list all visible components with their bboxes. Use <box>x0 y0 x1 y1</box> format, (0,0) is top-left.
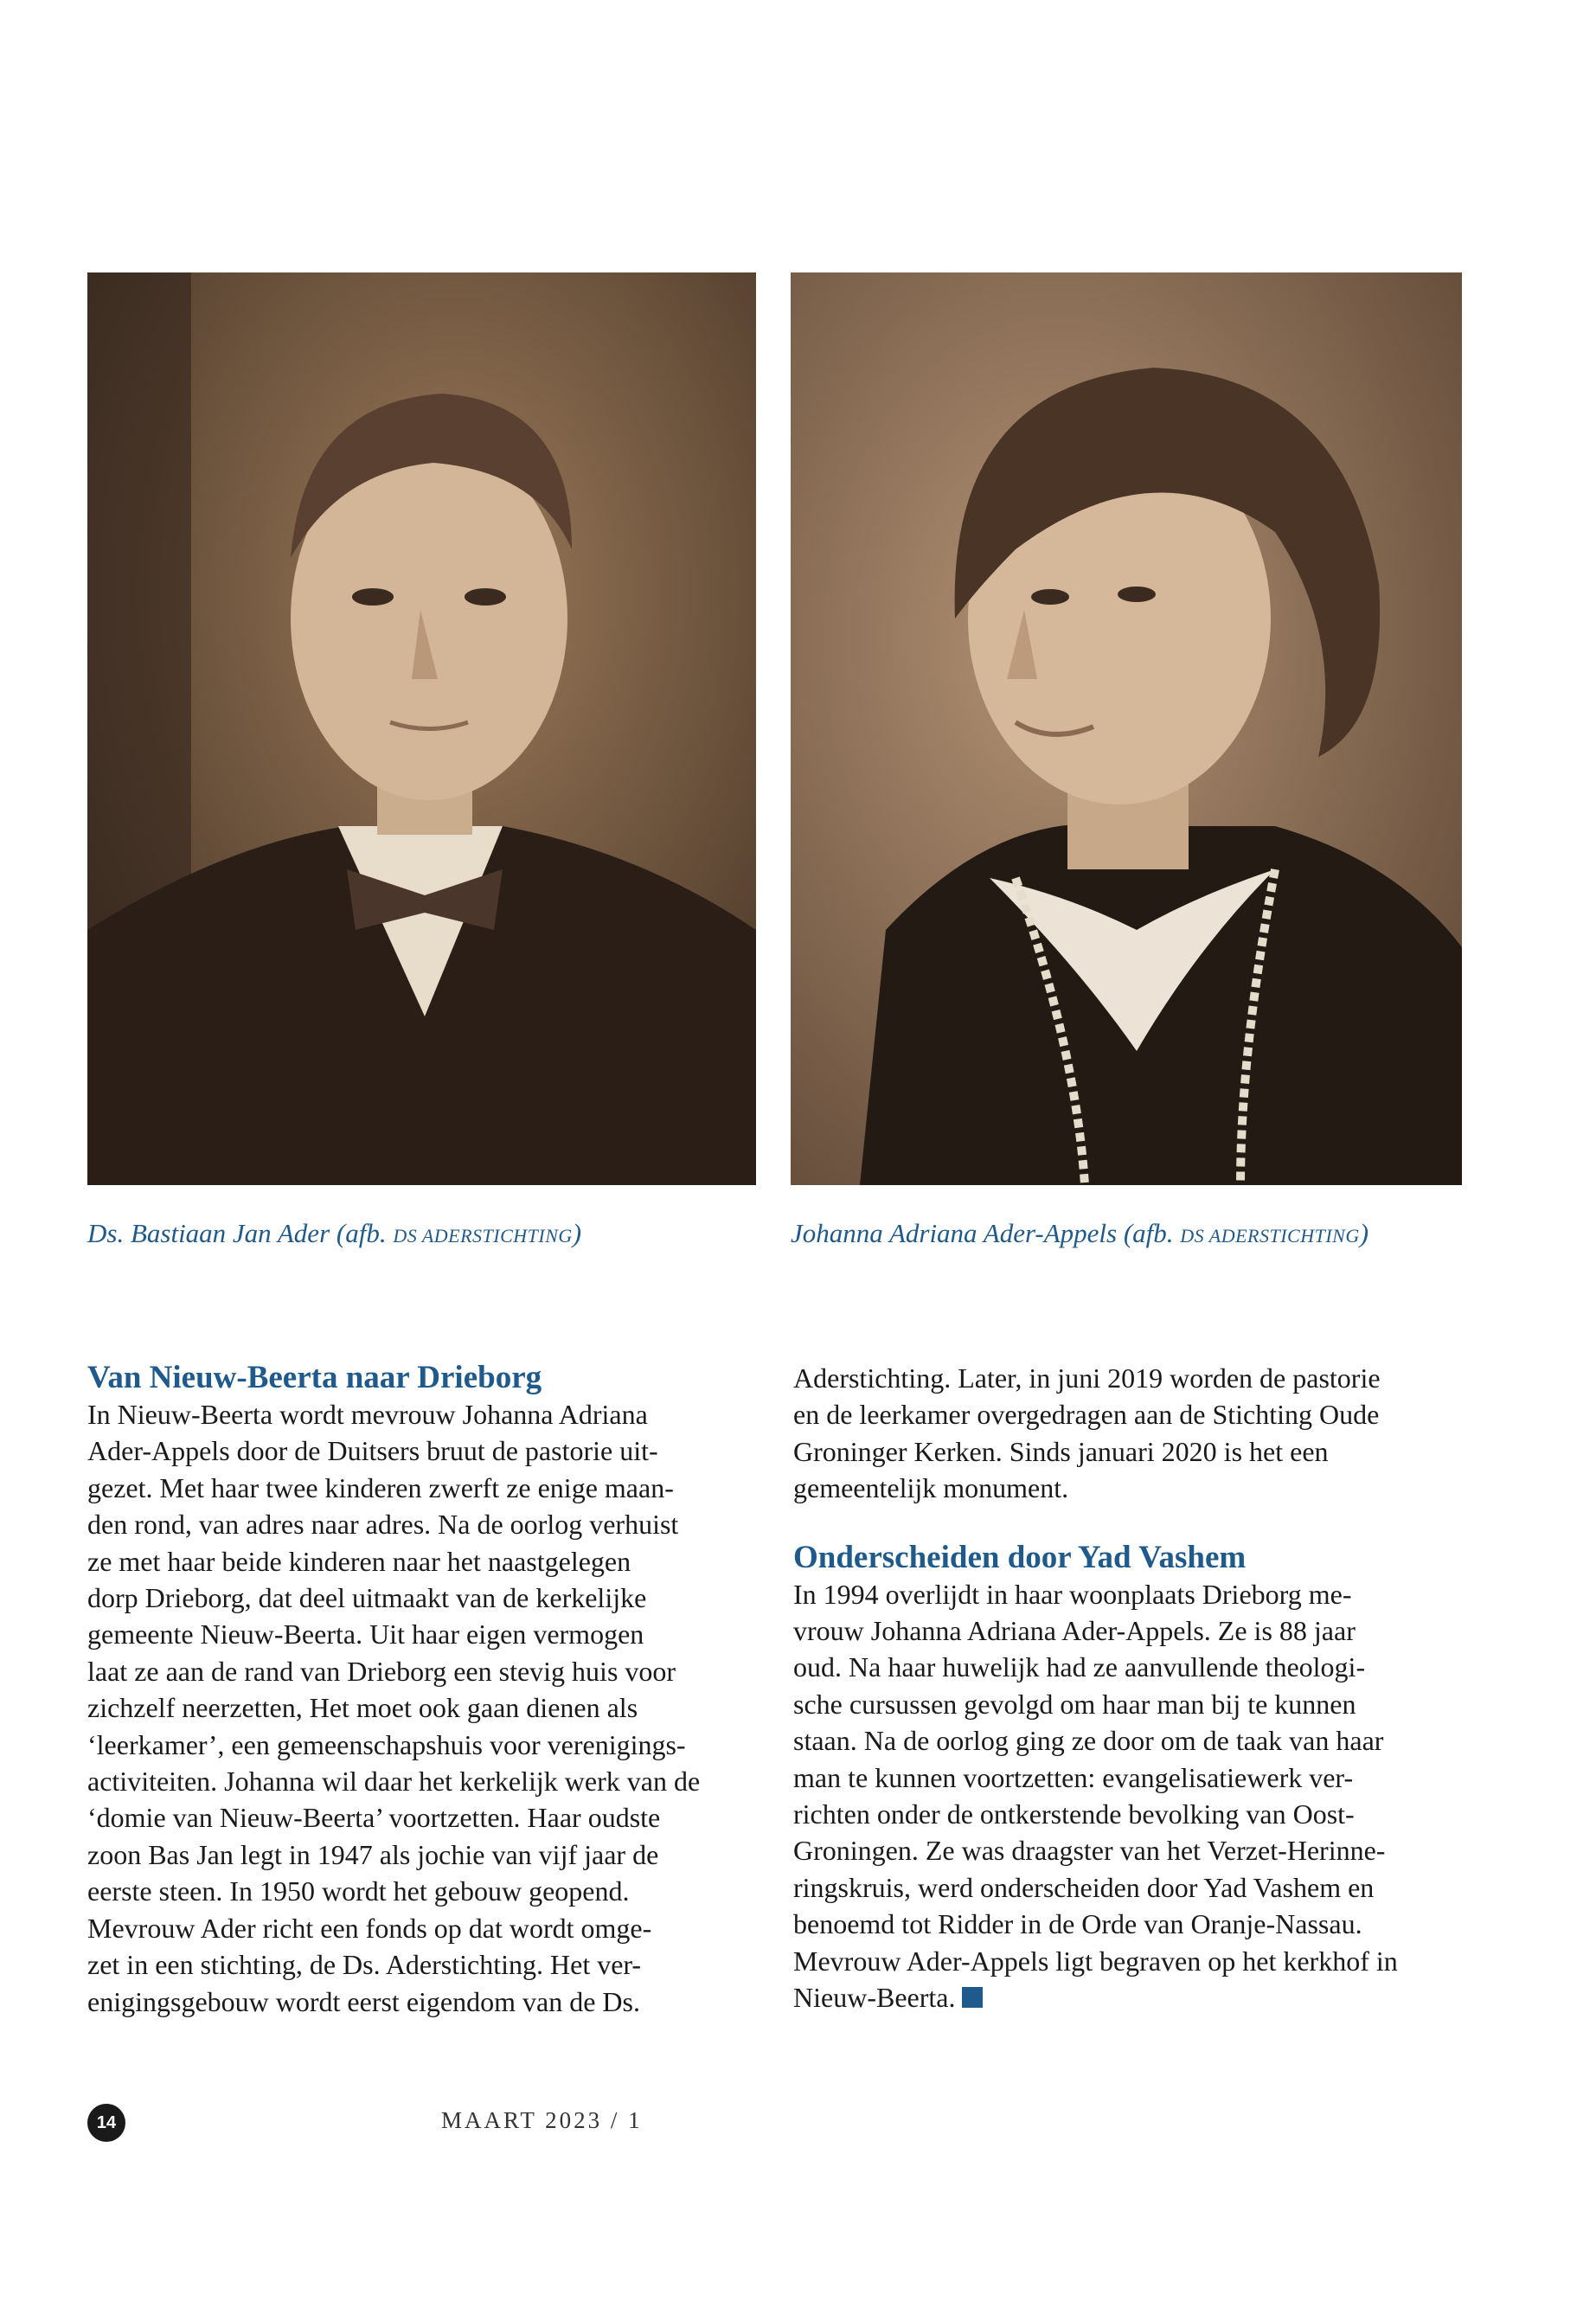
photo-caption-left <box>87 1218 581 1249</box>
text-line: ze met haar beide kinderen naar het naastgelegen <box>87 1545 631 1577</box>
end-mark-icon <box>962 1987 983 2008</box>
text-line: Ader-Appels door de Duitsers bruut de pastorie uit- <box>87 1435 658 1467</box>
text-line: man te kunnen voortzetten: evangelisatiewerk ver- <box>793 1761 1354 1793</box>
caption-credit: DS ADERSTICHTING <box>1180 1225 1360 1247</box>
text-line: zoon Bas Jan legt in 1947 als jochie van vijf jaar de <box>87 1838 659 1870</box>
portrait-woman-photo <box>791 272 1462 1185</box>
photo-caption-right <box>791 1218 1368 1249</box>
section-heading: Onderscheiden door Yad Vashem <box>793 1539 1247 1575</box>
text-line: Mevrouw Ader-Appels ligt begraven op het kerkhof in <box>793 1945 1398 1977</box>
article-column-right <box>793 1360 1468 2016</box>
text-line: ringskruis, werd onderscheiden door Yad Vashem en <box>793 1871 1375 1903</box>
caption-credit: DS ADERSTICHTING <box>393 1225 573 1247</box>
text-line: Groninger Kerken. Sinds januari 2020 is het een <box>793 1435 1329 1467</box>
section-body <box>793 1576 1468 2016</box>
text-line: gezet. Met haar twee kinderen zwerft ze enige maan- <box>87 1471 674 1503</box>
text-line: benoemd tot Ridder in de Orde van Oranje-Nassau. <box>793 1908 1362 1940</box>
text-line: Mevrouw Ader richt een fonds op dat wordt omge- <box>87 1912 652 1944</box>
text-line: den rond, van adres naar adres. Na de oorlog verhuist <box>87 1509 679 1541</box>
text-line: sche cursussen gevolgd om haar man bij te kunnen <box>793 1688 1356 1720</box>
text-line: gemeentelijk monument. <box>793 1472 1069 1504</box>
text-line: dorp Drieborg, dat deel uitmaakt van de kerkelijke <box>87 1582 647 1614</box>
portrait-woman-illustration <box>791 272 1462 1185</box>
text-line: Aderstichting. Later, in juni 2019 worden de pastorie <box>793 1362 1381 1394</box>
section-body <box>87 1396 762 2020</box>
text-line: In 1994 overlijdt in haar woonplaats Drieborg me- <box>793 1578 1352 1610</box>
text-line: en de leerkamer overgedragen aan de Stichting Oude <box>793 1399 1380 1431</box>
text-line: gemeente Nieuw-Beerta. Uit haar eigen vermogen <box>87 1618 644 1650</box>
text-line: Groningen. Ze was draagster van het Verzet-Herinne- <box>793 1835 1386 1867</box>
portrait-man-photo <box>87 272 756 1185</box>
text-line: ‘domie van Nieuw-Beerta’ voortzetten. Haar oudste <box>87 1802 661 1834</box>
article-column-left <box>87 1360 762 2020</box>
text-line: enigingsgebouw wordt eerst eigendom van de Ds. <box>87 1985 640 2017</box>
text-line: oud. Na haar huwelijk had ze aanvullende theologi- <box>793 1651 1366 1683</box>
caption-close: ) <box>1359 1218 1369 1248</box>
text-line: vrouw Johanna Adriana Ader-Appels. Ze is 88 jaar <box>793 1615 1356 1647</box>
portrait-man-illustration <box>87 272 756 1185</box>
section-heading: Van Nieuw-Beerta naar Drieborg <box>87 1360 542 1395</box>
text-line: zichzelf neerzetten, Het moet ook gaan dienen als <box>87 1692 638 1724</box>
text-line: ‘leerkamer’, een gemeenschapshuis voor verenigings- <box>87 1728 686 1760</box>
text-line: laat ze aan de rand van Drieborg een stevig huis voor <box>87 1655 676 1687</box>
text-line: activiteiten. Johanna wil daar het kerkelijk werk van de <box>87 1766 701 1798</box>
text-line: staan. Na de oorlog ging ze door om de taak van haar <box>793 1725 1384 1757</box>
page-number-badge: 14 <box>87 2104 125 2142</box>
text-line: In Nieuw-Beerta wordt mevrouw Johanna Adriana <box>87 1399 648 1430</box>
text-line: zet in een stichting, de Ds. Aderstichting. Het ver- <box>87 1949 642 1981</box>
issue-label: MAART 2023 / 1 <box>441 2107 643 2133</box>
text-line: richten onder de ontkerstende bevolking van Oost- <box>793 1798 1355 1830</box>
text-line: Nieuw-Beerta. <box>793 1982 956 2014</box>
caption-text: Ds. Bastiaan Jan Ader (afb. <box>87 1218 394 1248</box>
caption-close: ) <box>572 1218 582 1248</box>
text-line: eerste steen. In 1950 wordt het gebouw geopend. <box>87 1875 630 1907</box>
section-body-continuation <box>793 1360 1468 1507</box>
caption-text: Johanna Adriana Ader-Appels (afb. <box>791 1218 1181 1248</box>
